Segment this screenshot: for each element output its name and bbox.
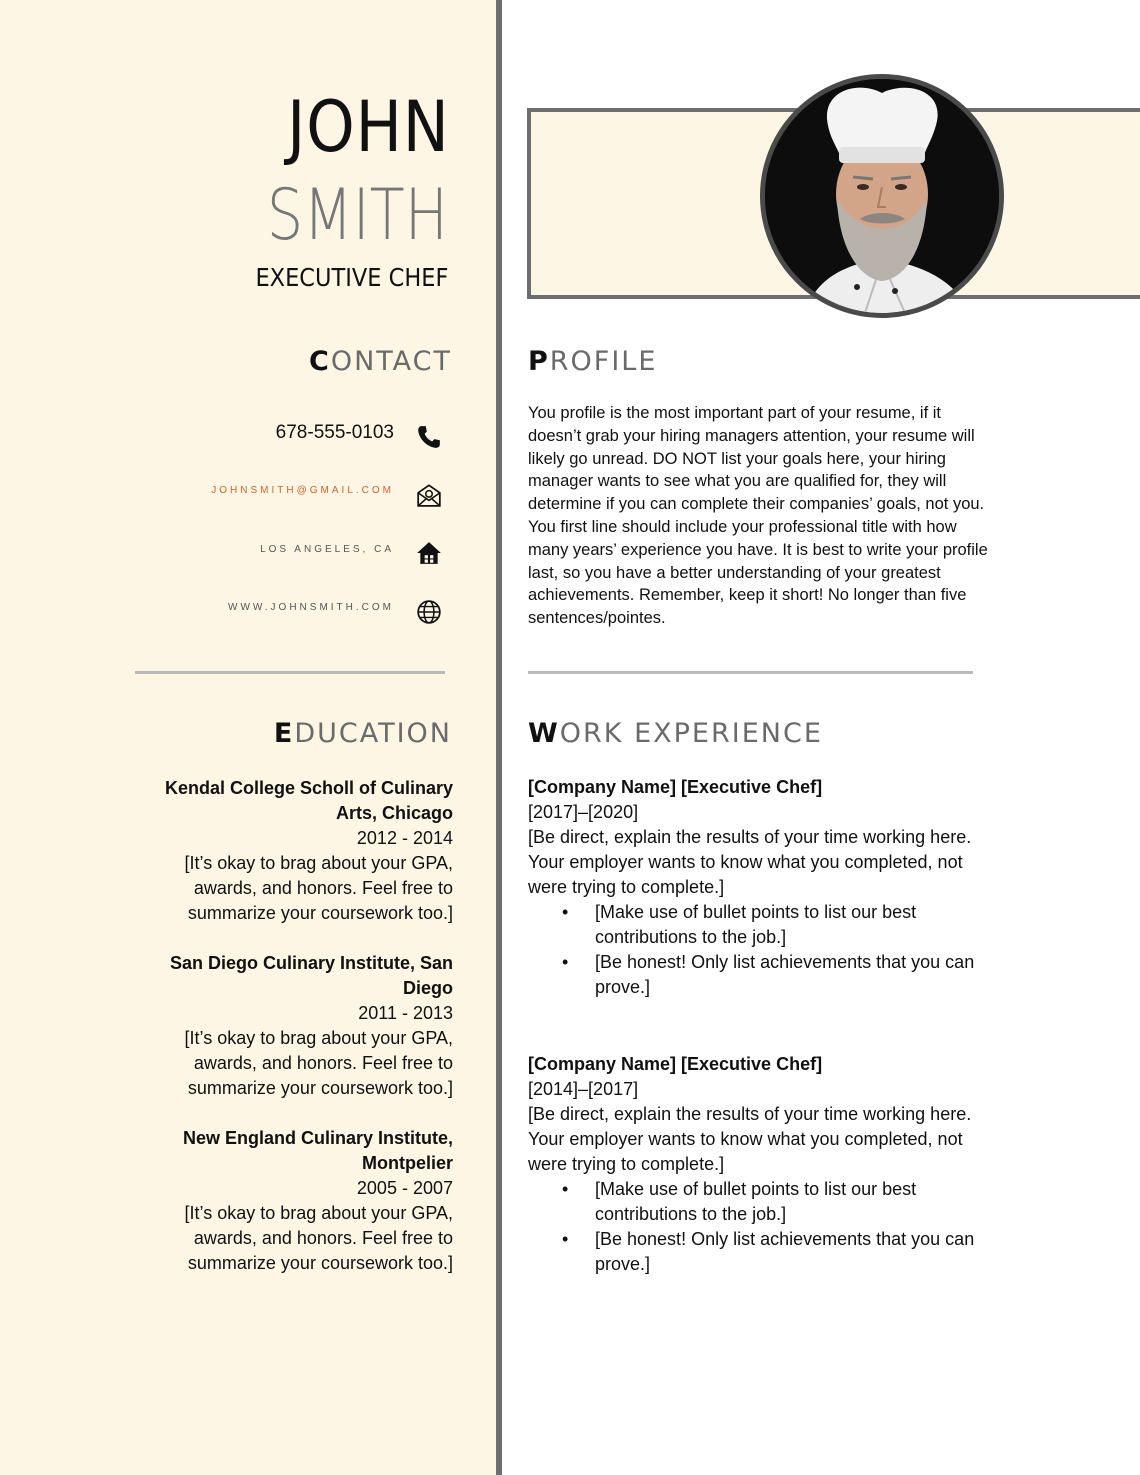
globe-icon xyxy=(416,599,442,625)
location: LOS ANGELES, CA xyxy=(260,544,394,555)
job-desc: [Be direct, explain the results of your time working here. Your employer wants to know what you completed, not were trying to complete.] xyxy=(528,827,972,897)
job-header: [Company Name] [Executive Chef] xyxy=(528,1054,823,1074)
email-icon xyxy=(416,482,442,508)
email-link[interactable]: JOHNSMITH@GMAIL.COM xyxy=(211,485,394,496)
education-item xyxy=(123,776,453,926)
education-desc: [It’s okay to brag about your GPA, awards, and honors. Feel free to summarize your coursework too.] xyxy=(184,1203,453,1273)
job-title: EXECUTIVE CHEF xyxy=(255,263,448,292)
home-icon xyxy=(416,540,442,566)
website-link[interactable]: WWW.JOHNSMITH.COM xyxy=(228,602,394,613)
profile-heading: PROFILE xyxy=(528,346,658,377)
phone-icon xyxy=(416,424,442,450)
education-desc: [It’s okay to brag about your GPA, awards, and honors. Feel free to summarize your coursework too.] xyxy=(184,1028,453,1098)
education-desc: [It’s okay to brag about your GPA, awards, and honors. Feel free to summarize your coursework too.] xyxy=(184,853,453,923)
education-years: 2011 - 2013 xyxy=(358,1003,453,1023)
job-entry xyxy=(528,1052,998,1277)
education-heading: EDUCATION xyxy=(273,718,452,749)
education-years: 2012 - 2014 xyxy=(356,828,453,848)
job-desc: [Be direct, explain the results of your time working here. Your employer wants to know what you completed, not were trying to complete.] xyxy=(528,1104,972,1174)
job-bullets xyxy=(528,900,998,1000)
profile-summary: You profile is the most important part of your resume, if it doesn’t grab your hiring managers attention, your resume will likely go unread. DO NOT list your goals here, your hiring manager wants to see what you are qualified for, they will determine if you can complete their companies’ goals, not you. You first line should include your professional title with how many years’ experience you have. It is best to write your profile last, so you have a better understanding of your greatest achievements. Remember, keep it short! No longer than five sentences/pointes. xyxy=(528,404,988,628)
job-years: [2017]–[2020] xyxy=(528,802,639,822)
work-experience-heading: WORK EXPERIENCE xyxy=(528,718,823,749)
job-bullet: • [Be honest! Only list achievements that you can prove.] xyxy=(595,1227,998,1277)
job-bullet: • [Be honest! Only list achievements that you can prove.] xyxy=(595,950,998,1000)
last-name: SMITH xyxy=(266,174,448,256)
phone-number[interactable]: 678-555-0103 xyxy=(275,422,394,443)
education-item xyxy=(123,951,453,1101)
job-bullet: • [Make use of bullet points to list our best contributions to the job.] xyxy=(595,1177,998,1227)
education-years: 2005 - 2007 xyxy=(356,1178,453,1198)
chef-portrait-illustration xyxy=(765,79,999,313)
first-name: JOHN xyxy=(287,86,450,168)
left-separator xyxy=(135,671,445,674)
job-years: [2014]–[2017] xyxy=(528,1079,639,1099)
school-name: New England Culinary Institute, Montpelier xyxy=(182,1128,453,1173)
right-separator xyxy=(528,671,973,674)
job-header: [Company Name] [Executive Chef] xyxy=(528,777,823,797)
school-name: Kendal College Scholl of Culinary Arts, Chicago xyxy=(164,778,453,823)
job-bullet: • [Make use of bullet points to list our best contributions to the job.] xyxy=(595,900,998,950)
contact-heading: CONTACT xyxy=(308,346,452,377)
vertical-divider xyxy=(496,0,502,1475)
school-name: San Diego Culinary Institute, San Diego xyxy=(169,953,453,998)
job-entry xyxy=(528,775,998,1000)
education-item xyxy=(123,1126,453,1276)
profile-photo xyxy=(760,74,1004,318)
job-bullets xyxy=(528,1177,998,1277)
